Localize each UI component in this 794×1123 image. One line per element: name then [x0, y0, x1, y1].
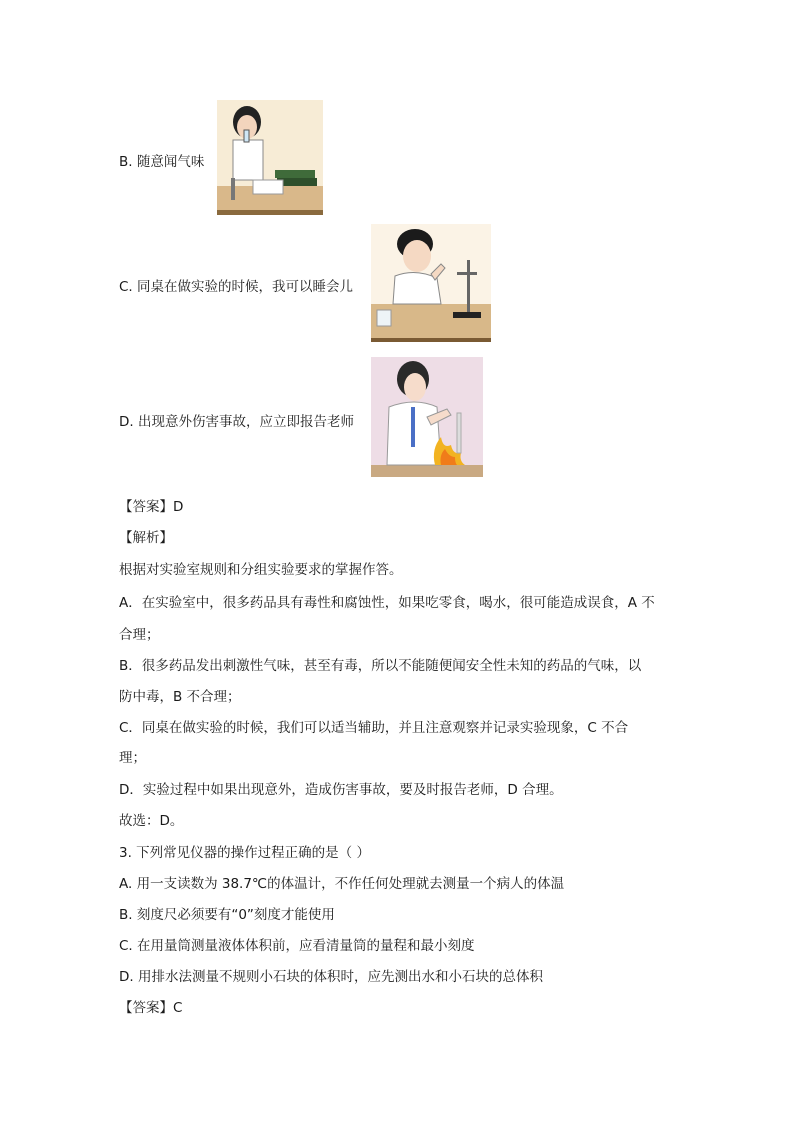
- question-3-stem: 3. 下列常见仪器的操作过程正确的是（ ）: [119, 845, 370, 861]
- analysis-line: 故选：D。: [119, 813, 184, 829]
- analysis-line: 防中毒，B 不合理；: [119, 689, 241, 705]
- analysis-line: 理；: [119, 750, 146, 766]
- analysis-line: A．在实验室中，很多药品具有毒性和腐蚀性，如果吃零食，喝水，很可能造成误食，A 不: [119, 595, 655, 611]
- answer-label: 【答案】D: [119, 499, 184, 515]
- question-3-option-d: D. 用排水法测量不规则小石块的体积时，应先测出水和小石块的总体积: [119, 969, 543, 985]
- analysis-line: 根据对实验室规则和分组实验要求的掌握作答。: [119, 562, 403, 578]
- sleeping-illustration: [371, 224, 491, 342]
- question-3-answer: 【答案】C: [119, 1000, 183, 1016]
- analysis-title: 【解析】: [119, 530, 173, 546]
- smelling-illustration: [217, 100, 323, 215]
- accident-illustration: [371, 357, 483, 477]
- question-3-option-b: B. 刻度尺必须要有“0”刻度才能使用: [119, 907, 335, 923]
- option-b: B. 随意闻气味: [119, 154, 205, 170]
- analysis-line: B．很多药品发出刺激性气味，甚至有毒，所以不能随便闻安全性未知的药品的气味，以: [119, 658, 642, 674]
- question-3-option-a: A. 用一支读数为 38.7℃的体温计，不作任何处理就去测量一个病人的体温: [119, 876, 565, 892]
- analysis-line: C．同桌在做实验的时候，我们可以适当辅助，并且注意观察并记录实验现象，C 不合: [119, 720, 629, 736]
- analysis-line: D．实验过程中如果出现意外，造成伤害事故，要及时报告老师，D 合理。: [119, 782, 563, 798]
- option-d: D. 出现意外伤害事故，应立即报告老师: [119, 414, 354, 430]
- analysis-line: 合理；: [119, 627, 160, 643]
- question-3-option-c: C. 在用量筒测量液体体积前，应看清量筒的量程和最小刻度: [119, 938, 475, 954]
- option-c: C. 同桌在做实验的时候，我可以睡会儿: [119, 279, 354, 295]
